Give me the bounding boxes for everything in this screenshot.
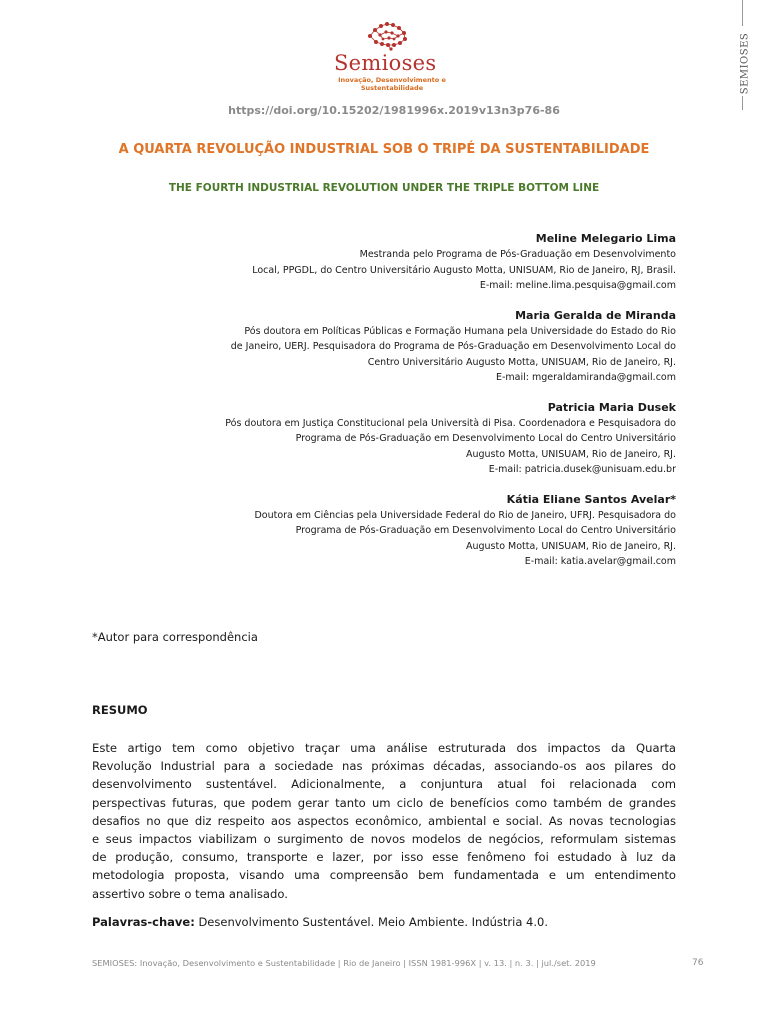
article-title-en: THE FOURTH INDUSTRIAL REVOLUTION UNDER THE TRIPLE BOTTOM LINE	[168, 182, 600, 194]
author-block	[150, 230, 676, 294]
author-affiliation: Augusto Motta, UNISUAM, Rio de Janeiro, RJ.	[465, 540, 676, 552]
correspondence-note: *Autor para correspondência	[92, 630, 258, 644]
author-email[interactable]: E-mail: patricia.dusek@unisuam.edu.br	[488, 464, 676, 475]
author-email[interactable]: E-mail: mgeraldamiranda@gmail.com	[495, 372, 676, 383]
author-affiliation: Centro Universitário Augusto Motta, UNISUAM, Rio de Janeiro, RJ.	[367, 356, 676, 368]
abstract-heading: RESUMO	[92, 703, 148, 717]
author-affiliation: Pós doutora em Políticas Públicas e Formação Humana pela Universidade do Estado do Rio	[244, 325, 676, 337]
author-email[interactable]: E-mail: katia.avelar@gmail.com	[524, 556, 676, 567]
author-affiliation: Programa de Pós-Graduação em Desenvolvimento Local do Centro Universitário	[295, 433, 676, 444]
author-name: Meline Melegario Lima	[535, 232, 676, 245]
side-journal-label: SEMIOSES	[739, 32, 751, 95]
abstract-line: Revolução Industrial para a sociedade nas próximas décadas, associando-os aos pilares do	[92, 759, 676, 774]
abstract-line: desenvolvimento sustentável. Adicionalmente, a conjuntura atual foi relacionada com	[92, 777, 676, 792]
author-affiliation: Programa de Pós-Graduação em Desenvolvimento Local do Centro Universitário	[295, 525, 676, 536]
abstract-line: perspectivas futuras, que podem gerar tanto um ciclo de benefícios como também de grandes	[92, 795, 676, 810]
logo-wordmark: Semioses	[334, 51, 437, 75]
author-affiliation: Augusto Motta, UNISUAM, Rio de Janeiro, RJ.	[465, 448, 676, 460]
author-affiliation: Pós doutora em Justiça Constitucional pela Università di Pisa. Coordenadora e Pesquisadora do	[225, 417, 676, 429]
abstract-line: desafios no que diz respeito aos aspectos econômico, ambiental e social. As novas tecnologias	[92, 813, 676, 828]
journal-footer: SEMIOSES: Inovação, Desenvolvimento e Sustentabilidade | Rio de Janeiro | ISSN 1981-996X | v. 13. | n. 3. | jul./set. 2019	[92, 958, 596, 968]
author-affiliation: Mestranda pelo Programa de Pós-Graduação em Desenvolvimento	[359, 249, 676, 260]
author-affiliation: Local, PPGDL, do Centro Universitário Augusto Motta, UNISUAM, Rio de Janeiro, RJ, Brasil.	[252, 264, 676, 276]
side-journal-mark	[733, 0, 755, 110]
abstract-line: e seus impactos viabilizam o surgimento de novos modelos de negócios, reformulam sistemas	[92, 831, 676, 846]
author-affiliation: Doutora em Ciências pela Universidade Federal do Rio de Janeiro, UFRJ. Pesquisadora do	[254, 509, 676, 521]
abstract-line: de produção, consumo, transporte e lazer, por isso esse fenômeno foi estudado à luz da	[92, 850, 676, 865]
author-name: Kátia Eliane Santos Avelar*	[506, 492, 676, 506]
brain-icon	[356, 18, 418, 52]
author-name: Patricia Maria Dusek	[547, 400, 676, 414]
abstract-line: metodologia proposta, visando uma compreensão bem fundamentada e um entendimento	[92, 868, 676, 883]
author-email[interactable]: E-mail: meline.lima.pesquisa@gmail.com	[479, 280, 676, 291]
author-block	[150, 491, 676, 570]
abstract-line: Este artigo tem como objetivo traçar uma análise estruturada dos impactos da Quarta	[92, 741, 676, 755]
page-number: 76	[692, 958, 704, 968]
keywords-text: Desenvolvimento Sustentável. Meio Ambiente. Indústria 4.0.	[198, 915, 548, 929]
abstract-body	[92, 739, 676, 903]
journal-logo	[318, 18, 458, 94]
author-list	[150, 230, 676, 583]
keywords	[92, 915, 548, 929]
author-name: Maria Geralda de Miranda	[515, 308, 676, 322]
author-block	[150, 307, 676, 386]
doi-link[interactable]: https://doi.org/10.15202/1981996x.2019v13n3p76-86	[228, 104, 560, 117]
author-affiliation: de Janeiro, UERJ. Pesquisadora do Programa de Pós-Graduação em Desenvolvimento Local do	[230, 341, 676, 352]
logo-tagline: Inovação, Desenvolvimento e Sustentabilidade	[338, 76, 446, 92]
article-title-pt: A QUARTA REVOLUÇÃO INDUSTRIAL SOB O TRIPÉ DA SUSTENTABILIDADE	[118, 142, 650, 157]
author-block	[150, 399, 676, 478]
abstract-line: assertivo sobre o tema analisado.	[92, 886, 288, 901]
keywords-label: Palavras-chave:	[92, 915, 195, 929]
